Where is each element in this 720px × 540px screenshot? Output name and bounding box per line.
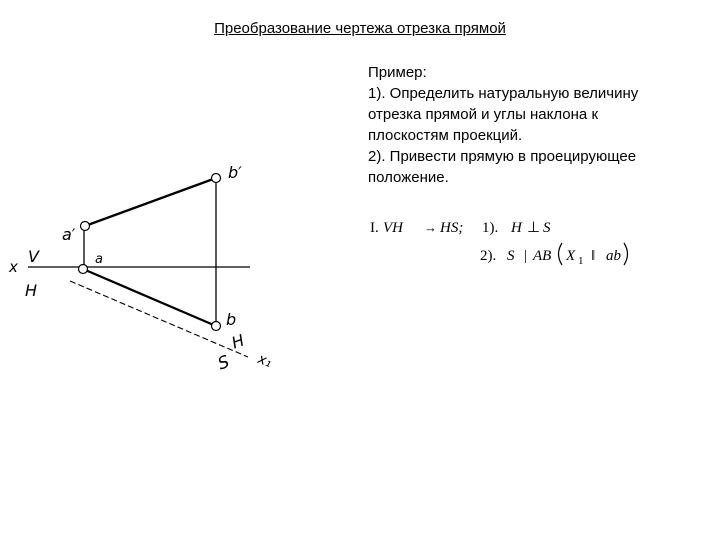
- point-a: [79, 265, 88, 274]
- formula-h: H: [511, 220, 522, 236]
- formula-s-2: S: [507, 248, 515, 264]
- formula-perp: ⊥: [527, 220, 541, 236]
- formula-arrow: →: [424, 220, 437, 235]
- example-line: плоскостям проекций.: [368, 127, 523, 144]
- label-v: V: [28, 247, 39, 266]
- label-b: b: [226, 310, 237, 329]
- formula-line-2: [480, 243, 628, 267]
- formula-ab-lower: ab: [606, 248, 621, 264]
- label-a: a: [95, 252, 103, 267]
- formula-roman-one: I.: [370, 220, 379, 236]
- example-line: положение.: [368, 169, 449, 186]
- example-line: 1). Определить натуральную величину: [368, 85, 639, 102]
- formula-ab-upper: AB: [533, 248, 552, 264]
- formula-paren-close: [624, 243, 628, 265]
- formula-vh: VH: [383, 220, 403, 236]
- example-line: отрезка прямой и углы наклона к: [368, 106, 599, 123]
- example-heading: Пример:: [368, 64, 427, 81]
- slide-title: Преобразование чертежа отрезка прямой: [214, 20, 506, 37]
- label-a-prime: a′: [62, 225, 76, 244]
- formula-parallel: ‖: [591, 248, 596, 264]
- formula-paren-open: [559, 243, 563, 265]
- segment-a-prime-b-prime: [85, 178, 216, 226]
- segment-a-b: [83, 269, 216, 326]
- formula-s: S: [543, 220, 551, 236]
- point-a-prime: [81, 222, 90, 231]
- formula-step-2: 2).: [480, 248, 497, 264]
- axis-x1: [70, 281, 248, 357]
- point-b-prime: [212, 174, 221, 183]
- point-b: [212, 322, 221, 331]
- formula-x1-x: X: [566, 248, 576, 264]
- label-s: S: [215, 351, 233, 375]
- formula-x1-subscript: 1: [578, 255, 584, 267]
- label-x1: x₁: [255, 351, 275, 371]
- label-b-prime: b′: [228, 163, 242, 182]
- label-h-plane: H: [25, 281, 38, 300]
- formula-step-1: 1).: [482, 220, 499, 236]
- example-line: 2). Привести прямую в проецирующее: [368, 148, 637, 165]
- formula-separator: |: [524, 248, 528, 264]
- label-x: x: [9, 258, 18, 276]
- formula-line-1: [370, 220, 551, 236]
- label-h-new: H: [228, 330, 247, 353]
- formula-hs: HS;: [440, 220, 464, 236]
